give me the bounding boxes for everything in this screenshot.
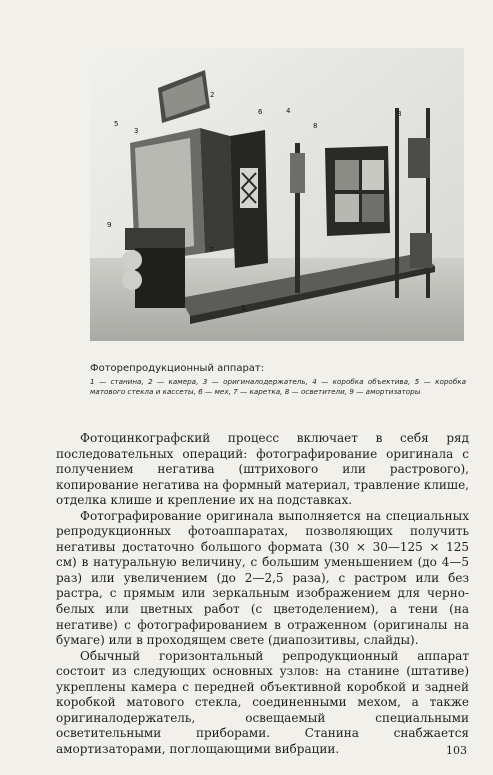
figure-label: 6 <box>258 108 263 116</box>
figure-caption-legend: 1 — станина, 2 — камера, 3 — оригиналодержатель, 4 — коробка объектива, 5 — коробка матового стекла и кассеты, 6 — мех, 7 — каретка, 8 — осветители, 9 — амортизаторы <box>90 377 466 396</box>
figure-label: 4 <box>286 107 291 115</box>
paragraph: Обычный горизонтальный репродукционный аппарат состоит из следующих основных узлов: на станине (штативе) укреплены камера с передней объективной коробкой и задней коробкой матового стекла, соединенными мехом, а также оригиналодержатель, освещаемый специальными осветительными приборами. Станина снабжается амортизаторами, поглощающими вибрации. <box>56 648 469 756</box>
photo-reproduction-camera-photo <box>90 48 464 341</box>
figure-label: 8 <box>397 110 402 118</box>
photo-illustration <box>90 48 464 341</box>
page-number: 103 <box>446 744 467 757</box>
figure-label: 2 <box>210 91 215 99</box>
paragraph: Фотографирование оригинала выполняется на специальных репродукционных фотоаппаратах, позволяющих получить негативы достаточно большого формата (30 × 30—125 × 125 см) в натуральную величину, с большим уменьшением (до 4—5 раз) или увеличением (до 2—2,5 раза), с растром или без растра, с прямым или зеркальным изображением для черно-белых или цветных работ (с цветоделением), а тени (на негативе) с фотографированием в отраженном (оригиналы на бумаге) или в проходящем свете (диапозитивы, слайды). <box>56 508 469 648</box>
paragraph: Фотоцинкографский процесс включает в себя ряд последовательных операций: фотографирование оригинала с получением негатива (штрихового или растрового), копирование негатива на формный материал, травление клише, отделка клише и крепление их на подставках. <box>56 431 469 508</box>
figure-label: 8 <box>313 122 318 130</box>
main-text <box>56 431 469 757</box>
figure-caption-title: Фоторепродукционный аппарат: <box>90 363 265 374</box>
figure-label: 7 <box>209 246 214 254</box>
figure-label: 5 <box>114 120 119 128</box>
figure-label: 1 <box>241 304 246 312</box>
figure-label: 9 <box>107 221 112 229</box>
figure-label: 3 <box>134 127 139 135</box>
